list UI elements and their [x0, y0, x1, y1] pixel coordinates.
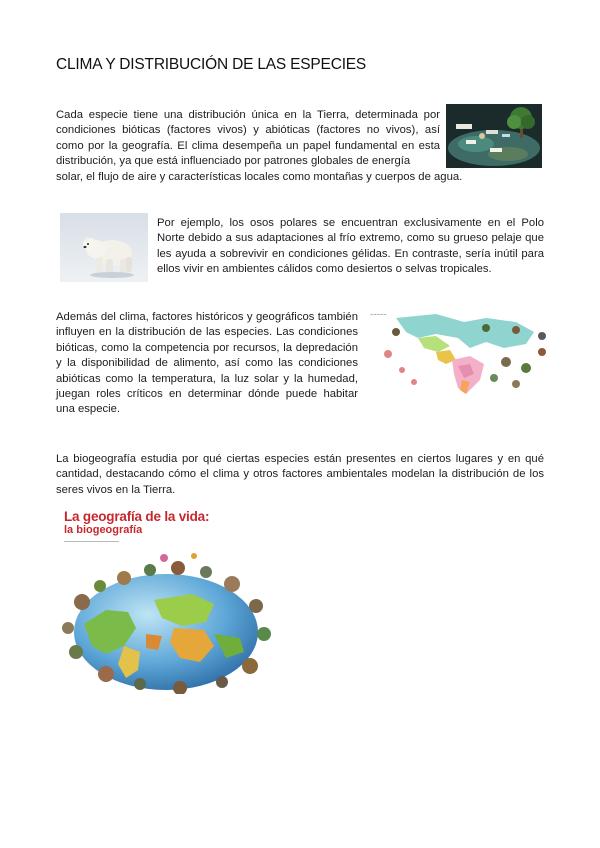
paragraph-distribution: [56, 108, 463, 185]
americas-species-map-image: [366, 308, 556, 402]
paragraph-distribution-main: Cada especie tiene una distribución única en la Tierra, determinada por condiciones bióticas (factores vivos) y abióticas (factores no vivos), así como por la geografía. El clima desempeña un papel fundamental en esta distribución, ya que está influenciado por patrones globales de energía: [56, 109, 440, 168]
polar-bear-image: [60, 213, 148, 282]
paragraph-polar-bears: Por ejemplo, los osos polares se encuentran exclusivamente en el Polo Norte debido a sus adaptaciones al frío extremo, como su grueso pelaje que les ayuda a sobrevivir en condiciones gélidas. En contraste, sería inútil para ellos vivir en ambientes cálidos como desiertos o selvas tropicales.: [157, 217, 544, 276]
paragraph-factors: Además del clima, factores históricos y geográficos también influyen en la distribución de las especies. Las condiciones bióticas, como la competencia por recursos, la depredación y la disponibilidad de alimento, así como las condiciones abióticas como la temperatura, la luz solar y la humedad, juegan roles críticos en determinar dónde puede habitar una especie.: [56, 311, 358, 416]
ecosystem-image: [446, 104, 542, 168]
poster-title: La geografía de la vida:: [64, 509, 210, 524]
svg-text:~~~~~: ~~~~~: [370, 312, 387, 317]
page-title: CLIMA Y DISTRIBUCIÓN DE LAS ESPECIES: [56, 56, 367, 73]
paragraph-distribution-tail: solar, el flujo de aire y características locales como montañas y cuerpos de agua.: [56, 170, 463, 183]
biogeography-poster: [54, 502, 280, 694]
poster-subtitle: la biogeografía: [64, 524, 143, 536]
globe-illustration: [54, 542, 280, 694]
paragraph-biogeography: La biogeografía estudia por qué ciertas especies están presentes en ciertos lugares y en qué cantidad, destacando cómo el clima y otros factores ambientales modelan la distribución de los seres vivos en la Tierra.: [56, 453, 544, 496]
